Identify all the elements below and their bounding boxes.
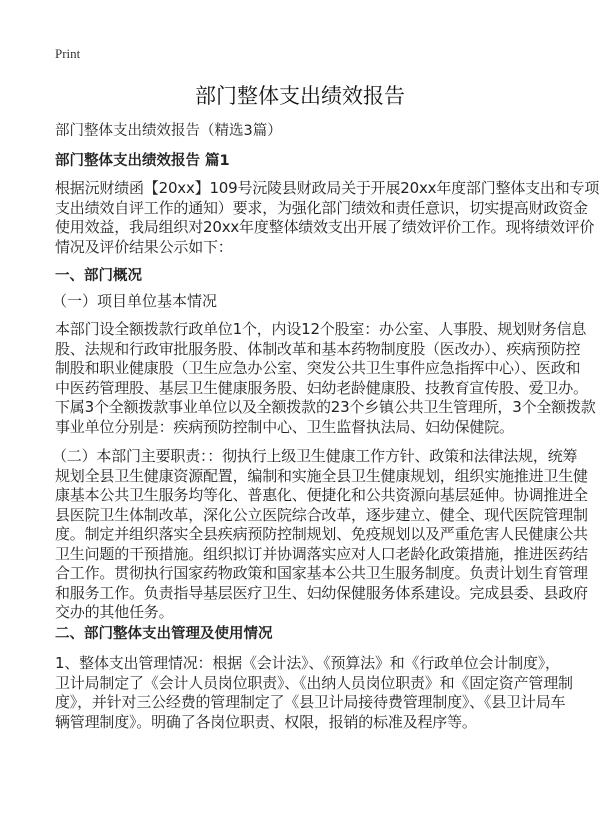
line: 制股和职业健康股（卫生应急办公室、突发公共卫生事件应急指挥中心）、医政和 bbox=[55, 359, 581, 377]
section-heading-2: 二、部门整体支出管理及使用情况 bbox=[55, 626, 273, 642]
line: 规划全县卫生健康资源配置，编制和实施全县卫生健康规划，组织实施推进卫生健 bbox=[55, 466, 588, 485]
line: 度。制定并组织落实全县疾病预防控制规划、免疫规划以及严重危害人民健康公共 bbox=[55, 525, 588, 543]
line: 卫生问题的干预措施。组织拟订并协调落实应对人口老龄化政策措施，推进医药结 bbox=[55, 544, 588, 563]
section-heading-1: 一、部门概况 bbox=[55, 268, 142, 284]
line: 股、法规和行政审批服务股、体制改革和基本药物制度股（医改办）、疾病预防控 bbox=[55, 339, 581, 358]
paragraph-units bbox=[55, 320, 596, 437]
line: 支出绩效自评工作的通知）要求，为强化部门绩效和责任意识，切实提高财政资金 bbox=[55, 198, 588, 217]
line: 情况及评价结果公示如下： bbox=[55, 237, 233, 256]
line: 县医院卫生体制改革，深化公立医院综合改革，逐步建立、健全、现代医院管理制 bbox=[55, 505, 588, 524]
paragraph-management bbox=[55, 654, 573, 732]
line: 交办的其他任务。 bbox=[55, 603, 174, 621]
line: 根据沅财绩函【20xx】109号沅陵县财政局关于开展20xx年度部门整体支出和专项 bbox=[55, 179, 600, 197]
subsection-heading: （一）项目单位基本情况 bbox=[52, 292, 218, 310]
print-link[interactable]: Print bbox=[55, 46, 81, 61]
line: 事业单位分别是：疾病预防控制中心、卫生监督执法局、妇幼保健院。 bbox=[55, 417, 514, 436]
intro-paragraph bbox=[55, 179, 600, 257]
line: 中医药管理股、基层卫生健康服务股、妇幼老龄健康股、技教育宣传股、爱卫办。 bbox=[55, 378, 588, 397]
line: 辆管理制度》。明确了各岗位职责、权限，报销的标准及程序等。 bbox=[55, 712, 477, 731]
line: 康基本公共卫生服务均等化、普惠化、便捷化和公共资源向基层延伸。协调推进全 bbox=[55, 486, 588, 504]
line: 和服务工作。负责指导基层医疗卫生、妇幼保健服务体系建设。完成县委、县政府 bbox=[55, 583, 588, 602]
page-title: 部门整体支出绩效报告 bbox=[195, 84, 405, 108]
line: 度》，并针对三公经费的管理制定了《县卫计局接待费管理制度》、《县卫计局车 bbox=[55, 693, 566, 711]
line: 1、整体支出管理情况：根据《会计法》、《预算法》和《行政单位会计制度》， bbox=[55, 654, 560, 672]
article-heading: 部门整体支出绩效报告 篇1 bbox=[55, 153, 230, 169]
line: 合工作。贯彻执行国家药物政策和国家基本公共卫生服务制度。负责计划生育管理 bbox=[55, 564, 588, 582]
line: 使用效益，我局组织对20xx年度整体绩效支出开展了绩效评价工作。现将绩效评价 bbox=[55, 218, 595, 236]
line: 下属3个全额拨款事业单位以及全额拨款的23个乡镇公共卫生管理所，3个全额拨款 bbox=[55, 398, 596, 416]
line: 卫计局制定了《会计人员岗位职责》、《出纳人员岗位职责》和《固定资产管理制 bbox=[55, 673, 573, 692]
subtitle: 部门整体支出绩效报告（精选3篇） bbox=[55, 123, 282, 139]
line: （二）本部门主要职责：：彻执行上级卫生健康工作方针、政策和法律法规，统筹 bbox=[52, 447, 578, 465]
paragraph-duties bbox=[52, 447, 588, 623]
line: 本部门设全额拨款行政单位1个，内设12个股室：办公室、人事股、规划财务信息 bbox=[55, 320, 587, 338]
